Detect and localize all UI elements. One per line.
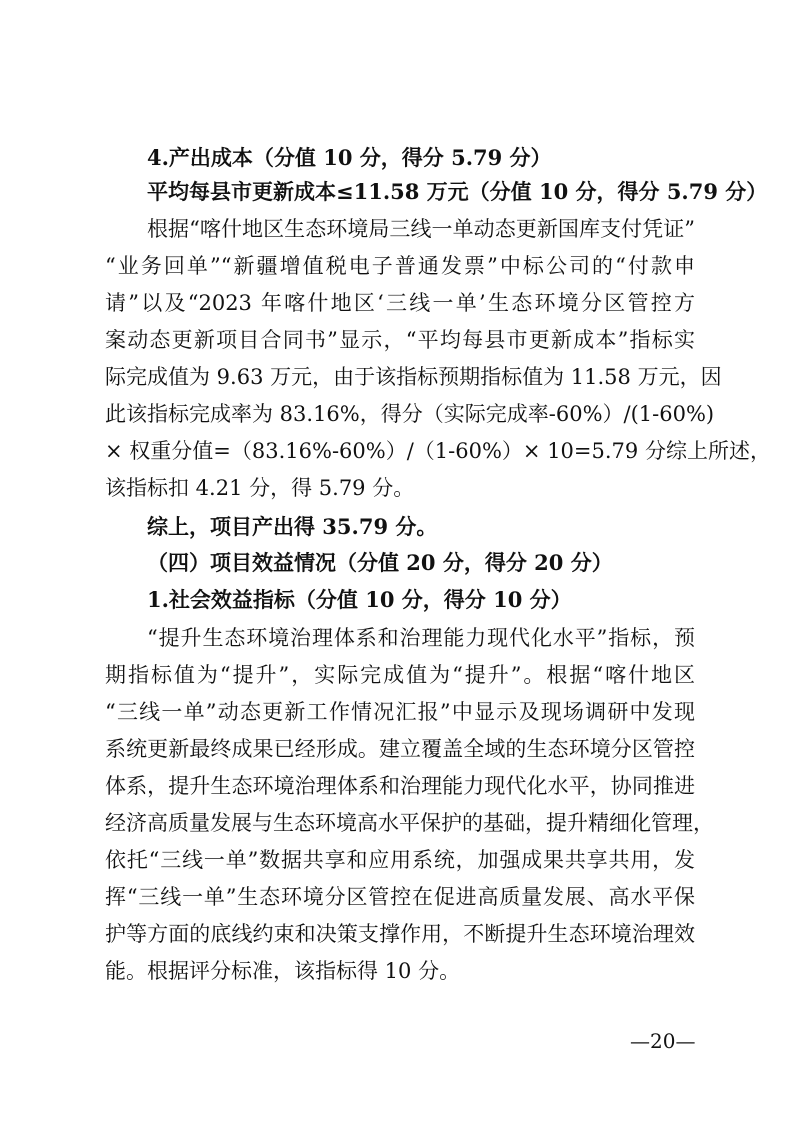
section-benefit-heading: （四）项目效益情况（分值 20 分，得分 20 分） bbox=[147, 550, 613, 575]
paragraph-cost-line-8: 该指标扣 4.21 分，得 5.79 分。 bbox=[105, 476, 415, 500]
paragraph-social-line-2: 期指标值为“提升”，实际完成值为“提升”。根据“喀什地区 bbox=[105, 663, 695, 687]
paragraph-social-line-1: “提升生态环境治理体系和治理能力现代化水平”指标，预 bbox=[147, 626, 695, 650]
heading-output-cost: 4.产出成本（分值 10 分，得分 5.79 分） bbox=[147, 145, 552, 170]
paragraph-cost-line-2: “业务回单”“新疆增值税电子普通发票”中标公司的“付款申 bbox=[105, 254, 695, 278]
paragraph-social-line-9: 护等方面的底线约束和决策支撑作用，不断提升生态环境治理效 bbox=[105, 922, 695, 946]
paragraph-social-line-7: 依托“三线一单”数据共享和应用系统，加强成果共享共用，发 bbox=[105, 848, 695, 872]
paragraph-social-line-3: “三线一单”动态更新工作情况汇报”中显示及现场调研中发现 bbox=[105, 700, 695, 724]
paragraph-social-line-5: 体系，提升生态环境治理体系和治理能力现代化水平，协同推进 bbox=[105, 774, 695, 798]
paragraph-cost-line-4: 案动态更新项目合同书”显示，“平均每县市更新成本”指标实 bbox=[105, 328, 695, 352]
summary-output-score: 综上，项目产出得 35.79 分。 bbox=[147, 514, 438, 539]
paragraph-cost-line-3: 请”以及“2023 年喀什地区‘三线一单’生态环境分区管控方 bbox=[105, 291, 695, 315]
paragraph-social-line-4: 系统更新最终成果已经形成。建立覆盖全域的生态环境分区管控 bbox=[105, 737, 695, 761]
paragraph-social-line-6: 经济高质量发展与生态环境高水平保护的基础，提升精细化管理， bbox=[105, 811, 714, 835]
paragraph-social-line-8: 挥“三线一单”生态环境分区管控在促进高质量发展、高水平保 bbox=[105, 885, 695, 909]
paragraph-social-line-10: 能。根据评分标准，该指标得 10 分。 bbox=[105, 959, 461, 983]
page-number: —20— bbox=[630, 1029, 696, 1053]
paragraph-cost-line-5: 际完成值为 9.63 万元，由于该指标预期指标值为 11.58 万元，因 bbox=[105, 365, 722, 389]
paragraph-cost-line-7: × 权重分值=（83.16%-60%）/（1-60%）× 10=5.79 分综上所述， bbox=[105, 439, 771, 463]
paragraph-cost-line-1: 根据“喀什地区生态环境局三线一单动态更新国库支付凭证” bbox=[147, 217, 695, 241]
subheading-average-cost: 平均每县市更新成本≤11.58 万元（分值 10 分，得分 5.79 分） bbox=[147, 179, 768, 204]
paragraph-cost-line-6: 此该指标完成率为 83.16%，得分（实际完成率-60%）/(1-60%) bbox=[105, 402, 715, 426]
heading-social-benefit: 1.社会效益指标（分值 10 分，得分 10 分） bbox=[147, 587, 572, 612]
